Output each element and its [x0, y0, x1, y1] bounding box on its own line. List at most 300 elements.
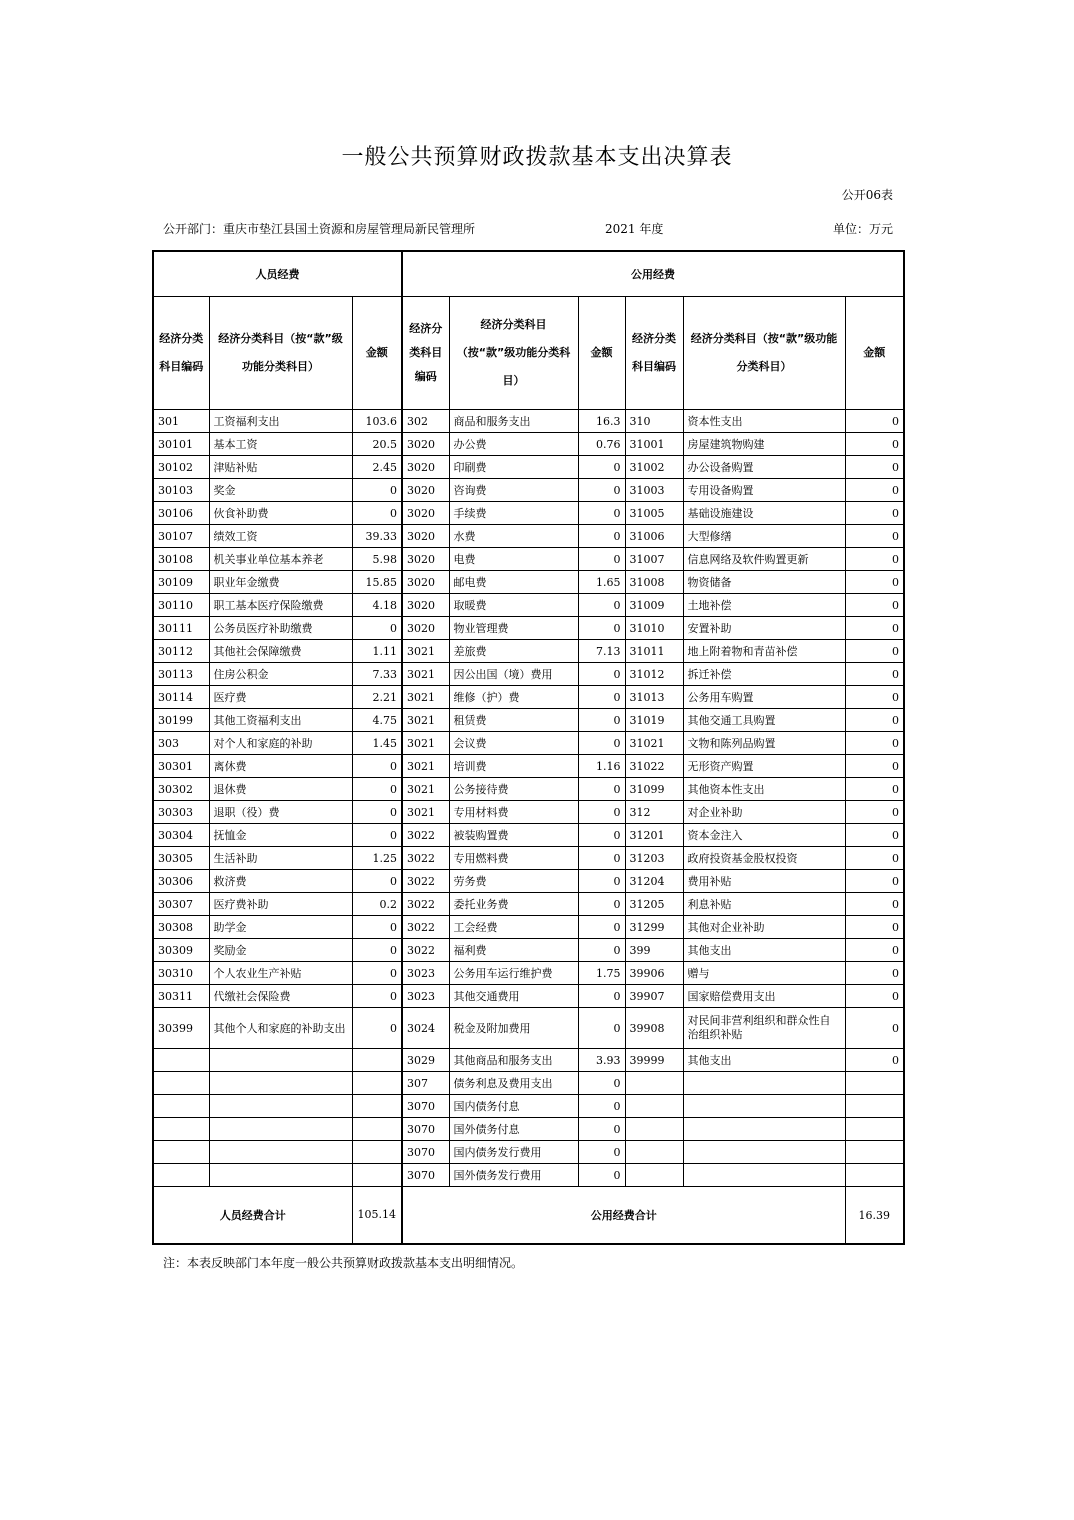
footnote: 注：本表反映部门本年度一般公共预算财政拨款基本支出明细情况。 [163, 1256, 524, 1270]
cell-name-left: 退休费 [209, 778, 352, 801]
cell-name-mid: 物业管理费 [449, 617, 578, 640]
cell-name-mid: 公务接待费 [449, 778, 578, 801]
cell-amount-right: 0 [845, 617, 904, 640]
cell-code-mid: 3021 [402, 732, 449, 755]
table-row [153, 916, 904, 939]
cell-code-left: 30106 [153, 502, 209, 525]
cell-name-left [209, 1095, 352, 1118]
cell-name-left [209, 1118, 352, 1141]
cell-code-left: 30308 [153, 916, 209, 939]
cell-amount-right: 0 [845, 1008, 904, 1049]
cell-name-left: 津贴补贴 [209, 456, 352, 479]
cell-amount-right: 0 [845, 525, 904, 548]
cell-code-left: 30301 [153, 755, 209, 778]
header-code-left: 经济分类科目编码 [153, 297, 209, 410]
department-label: 公开部门：重庆市垫江县国土资源和房屋管理局新民管理所 [163, 222, 476, 236]
cell-amount-mid: 0 [578, 1072, 625, 1095]
cell-name-mid: 咨询费 [449, 479, 578, 502]
cell-name-right: 费用补贴 [683, 870, 845, 893]
cell-amount-mid: 0 [578, 1164, 625, 1187]
cell-name-mid: 印刷费 [449, 456, 578, 479]
cell-code-right: 310 [625, 410, 683, 433]
cell-amount-left [352, 1141, 402, 1164]
table-row [153, 985, 904, 1008]
cell-amount-mid: 1.16 [578, 755, 625, 778]
cell-code-mid: 3023 [402, 985, 449, 1008]
cell-name-mid: 租赁费 [449, 709, 578, 732]
cell-name-mid: 其他商品和服务支出 [449, 1049, 578, 1072]
cell-amount-mid: 0 [578, 870, 625, 893]
cell-code-right [625, 1141, 683, 1164]
cell-name-right: 其他交通工具购置 [683, 709, 845, 732]
cell-amount-right [845, 1095, 904, 1118]
cell-amount-mid: 16.3 [578, 410, 625, 433]
cell-amount-left: 20.5 [352, 433, 402, 456]
table-row [153, 709, 904, 732]
cell-name-right: 信息网络及软件购置更新 [683, 548, 845, 571]
cell-name-mid: 国外债务付息 [449, 1118, 578, 1141]
cell-name-right: 无形资产购置 [683, 755, 845, 778]
cell-code-mid: 3021 [402, 686, 449, 709]
cell-amount-right [845, 1141, 904, 1164]
cell-name-mid: 邮电费 [449, 571, 578, 594]
cell-amount-left: 2.21 [352, 686, 402, 709]
cell-amount-left: 0 [352, 962, 402, 985]
table-row [153, 479, 904, 502]
public-total-label: 公用经费合计 [402, 1187, 845, 1245]
cell-code-right: 31299 [625, 916, 683, 939]
cell-amount-mid: 1.65 [578, 571, 625, 594]
cell-code-mid: 3023 [402, 962, 449, 985]
cell-code-mid: 3020 [402, 594, 449, 617]
cell-name-left: 职业年金缴费 [209, 571, 352, 594]
cell-name-mid: 税金及附加费用 [449, 1008, 578, 1049]
cell-name-mid: 债务利息及费用支出 [449, 1072, 578, 1095]
cell-amount-right: 0 [845, 456, 904, 479]
cell-code-mid: 3020 [402, 525, 449, 548]
public-total-value: 16.39 [845, 1187, 904, 1245]
cell-code-left: 30303 [153, 801, 209, 824]
table-row [153, 617, 904, 640]
cell-code-mid: 3070 [402, 1118, 449, 1141]
header-amount-right: 金额 [845, 297, 904, 410]
cell-code-left: 30111 [153, 617, 209, 640]
cell-code-left: 303 [153, 732, 209, 755]
cell-name-left: 工资福利支出 [209, 410, 352, 433]
cell-amount-left: 15.85 [352, 571, 402, 594]
cell-name-mid: 劳务费 [449, 870, 578, 893]
unit-label: 单位：万元 [832, 222, 893, 236]
cell-amount-right: 0 [845, 433, 904, 456]
cell-amount-right [845, 1118, 904, 1141]
cell-code-mid: 3021 [402, 640, 449, 663]
cell-name-left: 退职（役）费 [209, 801, 352, 824]
cell-name-mid: 办公费 [449, 433, 578, 456]
cell-name-left [209, 1141, 352, 1164]
cell-name-right: 公务用车购置 [683, 686, 845, 709]
cell-name-left: 基本工资 [209, 433, 352, 456]
cell-code-right: 31007 [625, 548, 683, 571]
cell-code-left: 30110 [153, 594, 209, 617]
cell-name-right: 大型修缮 [683, 525, 845, 548]
cell-name-right: 国家赔偿费用支出 [683, 985, 845, 1008]
cell-name-left: 其他工资福利支出 [209, 709, 352, 732]
cell-name-left [209, 1072, 352, 1095]
cell-name-left: 机关事业单位基本养老 [209, 548, 352, 571]
cell-name-left: 生活补助 [209, 847, 352, 870]
cell-amount-left [352, 1118, 402, 1141]
cell-code-right: 31022 [625, 755, 683, 778]
table-row [153, 1164, 904, 1187]
cell-name-right: 物资储备 [683, 571, 845, 594]
form-code: 公开06表 [841, 188, 893, 202]
cell-name-mid: 维修（护）费 [449, 686, 578, 709]
cell-amount-right: 0 [845, 916, 904, 939]
cell-name-right: 安置补助 [683, 617, 845, 640]
cell-name-right: 基础设施建设 [683, 502, 845, 525]
cell-code-left [153, 1141, 209, 1164]
cell-code-right: 31205 [625, 893, 683, 916]
cell-name-mid: 其他交通费用 [449, 985, 578, 1008]
cell-code-mid: 3021 [402, 663, 449, 686]
cell-code-left: 30107 [153, 525, 209, 548]
cell-code-left: 30101 [153, 433, 209, 456]
cell-name-right [683, 1118, 845, 1141]
cell-amount-left: 39.33 [352, 525, 402, 548]
cell-code-left: 30305 [153, 847, 209, 870]
cell-name-right: 专用设备购置 [683, 479, 845, 502]
cell-name-right: 其他对企业补助 [683, 916, 845, 939]
cell-name-left: 离休费 [209, 755, 352, 778]
cell-code-mid: 3021 [402, 801, 449, 824]
cell-code-left: 30102 [153, 456, 209, 479]
cell-amount-left: 5.98 [352, 548, 402, 571]
cell-amount-right: 0 [845, 847, 904, 870]
cell-name-left: 医疗费 [209, 686, 352, 709]
cell-code-right: 31012 [625, 663, 683, 686]
cell-code-left [153, 1049, 209, 1072]
cell-amount-left [352, 1049, 402, 1072]
cell-name-right: 对民间非营利组织和群众性自治组织补贴 [683, 1008, 845, 1049]
cell-name-right: 地上附着物和青苗补偿 [683, 640, 845, 663]
table-row [153, 594, 904, 617]
cell-code-left: 30306 [153, 870, 209, 893]
cell-name-left: 绩效工资 [209, 525, 352, 548]
cell-amount-left: 0 [352, 617, 402, 640]
cell-name-right: 资本性支出 [683, 410, 845, 433]
cell-name-right: 文物和陈列品购置 [683, 732, 845, 755]
cell-code-mid: 3029 [402, 1049, 449, 1072]
cell-amount-left [352, 1072, 402, 1095]
cell-code-mid: 3022 [402, 939, 449, 962]
cell-name-left: 助学金 [209, 916, 352, 939]
cell-amount-left: 0 [352, 778, 402, 801]
cell-code-right: 31021 [625, 732, 683, 755]
cell-name-mid: 水费 [449, 525, 578, 548]
table-row [153, 640, 904, 663]
cell-code-right [625, 1118, 683, 1141]
cell-code-right: 31008 [625, 571, 683, 594]
header-amount-left: 金额 [352, 297, 402, 410]
cell-amount-right: 0 [845, 778, 904, 801]
cell-code-mid: 3022 [402, 916, 449, 939]
cell-code-mid: 3070 [402, 1095, 449, 1118]
cell-code-mid: 3020 [402, 456, 449, 479]
header-amount-mid: 金额 [578, 297, 625, 410]
cell-name-left: 救济费 [209, 870, 352, 893]
cell-amount-right: 0 [845, 985, 904, 1008]
cell-amount-right: 0 [845, 571, 904, 594]
table-row [153, 1072, 904, 1095]
cell-amount-mid: 0 [578, 686, 625, 709]
cell-code-left [153, 1072, 209, 1095]
year-label: 2021 年度 [605, 222, 664, 236]
cell-name-right: 其他资本性支出 [683, 778, 845, 801]
cell-name-left: 住房公积金 [209, 663, 352, 686]
cell-amount-right: 0 [845, 548, 904, 571]
section-public: 公用经费 [402, 251, 904, 297]
cell-amount-left: 1.11 [352, 640, 402, 663]
section-personnel: 人员经费 [153, 251, 402, 297]
cell-amount-mid: 0 [578, 939, 625, 962]
cell-name-mid: 手续费 [449, 502, 578, 525]
cell-code-right: 31099 [625, 778, 683, 801]
cell-code-left [153, 1164, 209, 1187]
cell-code-mid: 307 [402, 1072, 449, 1095]
cell-name-left: 其他个人和家庭的补助支出 [209, 1008, 352, 1049]
cell-code-right: 31003 [625, 479, 683, 502]
cell-name-left: 奖励金 [209, 939, 352, 962]
header-code-mid: 经济分类科目编码 [402, 297, 449, 410]
cell-amount-mid: 0 [578, 1008, 625, 1049]
cell-code-right: 31204 [625, 870, 683, 893]
cell-code-right: 31006 [625, 525, 683, 548]
cell-code-mid: 3024 [402, 1008, 449, 1049]
cell-code-left: 30302 [153, 778, 209, 801]
cell-code-right: 31010 [625, 617, 683, 640]
cell-amount-left: 0.2 [352, 893, 402, 916]
cell-name-mid: 专用材料费 [449, 801, 578, 824]
cell-amount-mid: 0 [578, 778, 625, 801]
cell-amount-left: 0 [352, 916, 402, 939]
totals-row [153, 1187, 904, 1245]
expenditure-table [152, 250, 905, 1245]
cell-amount-mid: 0 [578, 709, 625, 732]
cell-code-mid: 3020 [402, 502, 449, 525]
table-row [153, 1118, 904, 1141]
cell-code-left: 30399 [153, 1008, 209, 1049]
header-name-right: 经济分类科目（按“款”级功能分类科目） [683, 297, 845, 410]
cell-code-right: 31011 [625, 640, 683, 663]
cell-code-left: 30307 [153, 893, 209, 916]
cell-name-mid: 国内债务发行费用 [449, 1141, 578, 1164]
cell-amount-right [845, 1164, 904, 1187]
cell-amount-mid: 3.93 [578, 1049, 625, 1072]
cell-name-right: 土地补偿 [683, 594, 845, 617]
table-row [153, 571, 904, 594]
cell-code-left: 30310 [153, 962, 209, 985]
cell-amount-mid: 0 [578, 824, 625, 847]
table-row [153, 663, 904, 686]
cell-code-mid: 3020 [402, 479, 449, 502]
cell-amount-left: 103.6 [352, 410, 402, 433]
column-header-row [153, 297, 904, 410]
cell-amount-mid: 7.13 [578, 640, 625, 663]
cell-code-left: 30112 [153, 640, 209, 663]
cell-amount-left: 0 [352, 985, 402, 1008]
cell-amount-right: 0 [845, 709, 904, 732]
cell-name-left: 奖金 [209, 479, 352, 502]
personnel-total-value: 105.14 [352, 1187, 402, 1245]
cell-name-right [683, 1141, 845, 1164]
table-row [153, 525, 904, 548]
cell-amount-mid: 0 [578, 985, 625, 1008]
cell-code-left: 30304 [153, 824, 209, 847]
cell-amount-mid: 0 [578, 1118, 625, 1141]
cell-code-right [625, 1095, 683, 1118]
cell-amount-right [845, 1072, 904, 1095]
cell-name-mid: 被装购置费 [449, 824, 578, 847]
table-row [153, 939, 904, 962]
cell-code-right: 31009 [625, 594, 683, 617]
cell-amount-mid: 0 [578, 663, 625, 686]
cell-code-right: 399 [625, 939, 683, 962]
cell-code-right: 39908 [625, 1008, 683, 1049]
cell-amount-right: 0 [845, 801, 904, 824]
table-row [153, 824, 904, 847]
cell-amount-mid: 0.76 [578, 433, 625, 456]
cell-name-mid: 培训费 [449, 755, 578, 778]
cell-amount-right: 0 [845, 663, 904, 686]
cell-name-right [683, 1095, 845, 1118]
header-code-right: 经济分类科目编码 [625, 297, 683, 410]
table-row [153, 755, 904, 778]
cell-name-mid: 差旅费 [449, 640, 578, 663]
cell-name-right: 其他支出 [683, 939, 845, 962]
cell-amount-mid: 0 [578, 594, 625, 617]
cell-amount-mid: 0 [578, 847, 625, 870]
table-row [153, 548, 904, 571]
cell-name-left: 代缴社会保险费 [209, 985, 352, 1008]
cell-amount-mid: 0 [578, 617, 625, 640]
cell-name-mid: 电费 [449, 548, 578, 571]
cell-code-mid: 3070 [402, 1141, 449, 1164]
cell-name-left: 伙食补助费 [209, 502, 352, 525]
cell-code-right: 31203 [625, 847, 683, 870]
table-row [153, 456, 904, 479]
cell-amount-mid: 0 [578, 502, 625, 525]
cell-name-right [683, 1164, 845, 1187]
cell-code-right [625, 1072, 683, 1095]
cell-code-mid: 3020 [402, 571, 449, 594]
table-row [153, 778, 904, 801]
cell-amount-mid: 0 [578, 525, 625, 548]
cell-code-right: 39999 [625, 1049, 683, 1072]
cell-name-right: 其他支出 [683, 1049, 845, 1072]
cell-amount-left: 0 [352, 1008, 402, 1049]
cell-name-left: 抚恤金 [209, 824, 352, 847]
cell-amount-right: 0 [845, 640, 904, 663]
cell-code-mid: 3022 [402, 847, 449, 870]
cell-amount-mid: 1.75 [578, 962, 625, 985]
cell-amount-mid: 0 [578, 456, 625, 479]
cell-amount-left: 0 [352, 870, 402, 893]
cell-name-right: 赠与 [683, 962, 845, 985]
cell-code-left [153, 1095, 209, 1118]
cell-amount-right: 0 [845, 410, 904, 433]
cell-amount-left: 1.45 [352, 732, 402, 755]
cell-amount-right: 0 [845, 824, 904, 847]
cell-code-left: 30113 [153, 663, 209, 686]
cell-code-right: 39907 [625, 985, 683, 1008]
cell-amount-mid: 0 [578, 916, 625, 939]
cell-name-mid: 商品和服务支出 [449, 410, 578, 433]
cell-amount-left: 7.33 [352, 663, 402, 686]
table-row [153, 732, 904, 755]
section-header-row [153, 251, 904, 297]
cell-name-right: 利息补贴 [683, 893, 845, 916]
cell-code-right: 31002 [625, 456, 683, 479]
cell-name-right: 房屋建筑物购建 [683, 433, 845, 456]
cell-amount-mid: 0 [578, 1095, 625, 1118]
cell-code-mid: 3021 [402, 709, 449, 732]
table-row [153, 801, 904, 824]
cell-name-left [209, 1049, 352, 1072]
cell-name-right: 政府投资基金股权投资 [683, 847, 845, 870]
cell-code-left: 30114 [153, 686, 209, 709]
cell-amount-left [352, 1164, 402, 1187]
cell-code-left: 30103 [153, 479, 209, 502]
cell-name-left: 公务员医疗补助缴费 [209, 617, 352, 640]
cell-code-left: 30109 [153, 571, 209, 594]
cell-amount-left: 2.45 [352, 456, 402, 479]
cell-amount-left: 0 [352, 502, 402, 525]
table-row [153, 410, 904, 433]
cell-name-mid: 因公出国（境）费用 [449, 663, 578, 686]
page-title: 一般公共预算财政拨款基本支出决算表 [341, 145, 733, 170]
cell-name-right: 办公设备购置 [683, 456, 845, 479]
cell-code-right: 31013 [625, 686, 683, 709]
cell-name-left: 医疗费补助 [209, 893, 352, 916]
cell-code-mid: 3022 [402, 824, 449, 847]
header-name-mid: 经济分类科目（按“款”级功能分类科目） [449, 297, 578, 410]
table-row [153, 870, 904, 893]
cell-code-left: 30309 [153, 939, 209, 962]
cell-amount-right: 0 [845, 732, 904, 755]
table-row [153, 433, 904, 456]
cell-amount-right: 0 [845, 686, 904, 709]
cell-amount-right: 0 [845, 870, 904, 893]
cell-amount-left: 0 [352, 824, 402, 847]
table-row [153, 1141, 904, 1164]
cell-code-left: 30311 [153, 985, 209, 1008]
table-row [153, 962, 904, 985]
cell-code-left: 30199 [153, 709, 209, 732]
cell-code-mid: 3020 [402, 617, 449, 640]
cell-code-left: 301 [153, 410, 209, 433]
cell-code-mid: 3020 [402, 433, 449, 456]
cell-code-mid: 3022 [402, 870, 449, 893]
cell-name-right: 资本金注入 [683, 824, 845, 847]
cell-code-right [625, 1164, 683, 1187]
cell-name-left: 个人农业生产补贴 [209, 962, 352, 985]
cell-name-right: 对企业补助 [683, 801, 845, 824]
header-name-left: 经济分类科目（按“款”级功能分类科目） [209, 297, 352, 410]
cell-code-mid: 3070 [402, 1164, 449, 1187]
cell-amount-left: 0 [352, 939, 402, 962]
table-row [153, 893, 904, 916]
cell-amount-mid: 0 [578, 548, 625, 571]
